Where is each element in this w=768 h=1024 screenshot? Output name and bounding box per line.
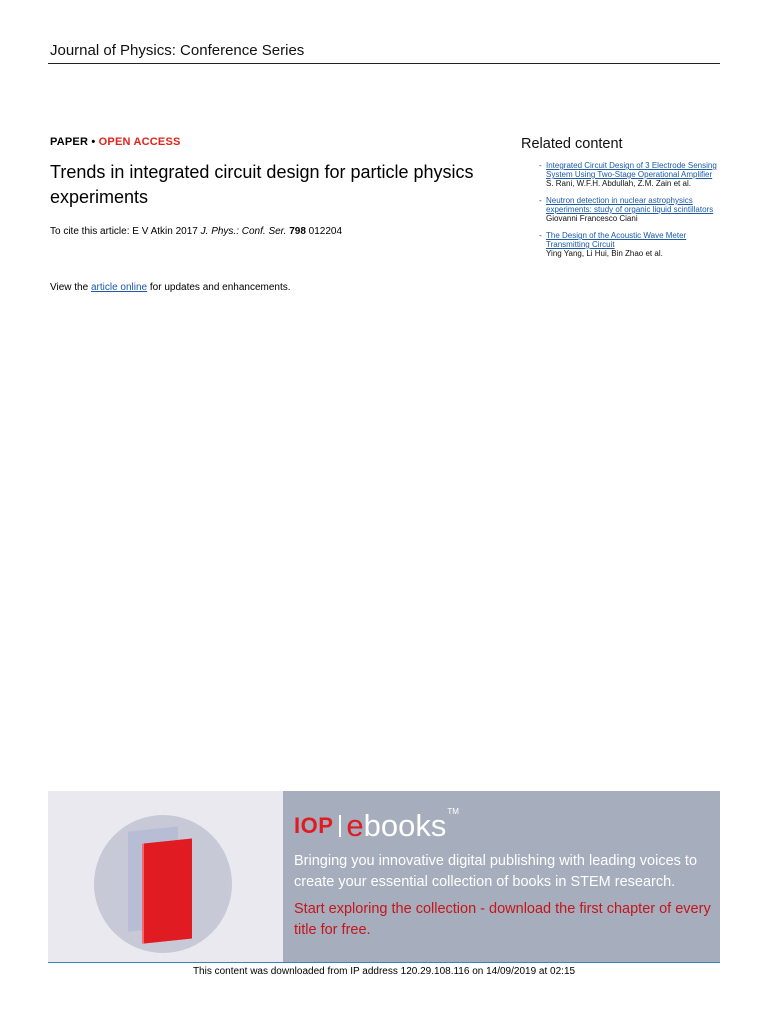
journal-title: Journal of Physics: Conference Series (50, 42, 305, 59)
trademark-mark: TM (447, 807, 459, 816)
iop-logo: IOP (294, 813, 334, 838)
related-item (521, 196, 721, 223)
related-item (521, 231, 721, 258)
related-item (521, 161, 721, 188)
ebooks-logo-books: books (363, 808, 447, 843)
article-title: Trends in integrated circuit design for particle physics experiments (50, 162, 474, 207)
iop-ebooks-logo (294, 803, 459, 843)
download-notice: This content was downloaded from IP address 120.29.108.116 on 14/09/2019 at 02:15 (192, 966, 576, 977)
citation-journal: J. Phys.: Conf. Ser. (200, 226, 287, 237)
related-item-link[interactable]: Neutron detection in nuclear astrophysics experiments: study of organic liquid scintillators (546, 196, 714, 214)
open-access-label: OPEN ACCESS (98, 136, 181, 148)
related-item-authors: Giovanni Francesco Ciani (546, 214, 638, 223)
citation-prefix: To cite this article: E V Atkin 2017 (50, 226, 201, 237)
citation-volume: 798 (289, 226, 306, 237)
banner-call-to-action[interactable]: Start exploring the collection - download the first chapter of every title for free. (294, 901, 711, 938)
list-dash: - (539, 161, 542, 170)
banner-graphic-panel (48, 791, 283, 962)
list-dash: - (539, 196, 542, 205)
paper-type-label: PAPER (50, 136, 89, 148)
view-online-line (50, 282, 291, 293)
book-front-icon (144, 838, 192, 943)
list-dash: - (539, 231, 542, 240)
view-suffix: for updates and enhancements. (147, 282, 291, 293)
footer-divider (48, 962, 720, 963)
article-online-link[interactable]: article online (90, 282, 148, 293)
related-content-panel (521, 136, 721, 266)
view-prefix: View the (50, 282, 91, 293)
paper-type-line (50, 136, 181, 148)
separator-bullet: • (88, 136, 99, 148)
related-item-link[interactable]: Integrated Circuit Design of 3 Electrode Sensing System Using Two-Stage Operational Amplifier (546, 161, 717, 179)
header-divider (48, 63, 720, 64)
ebooks-logo-e: e (346, 808, 364, 843)
related-item-authors: Ying Yang, Li Hui, Bin Zhao et al. (546, 249, 663, 258)
logo-separator (339, 815, 341, 837)
ebooks-logo (346, 809, 446, 843)
related-item-authors: S. Rani, W.F.H. Abdullah, Z.M. Zain et al. (546, 179, 691, 188)
citation-article-number: 012204 (305, 226, 343, 237)
iop-ebooks-banner[interactable] (48, 791, 720, 962)
related-content-heading: Related content (521, 136, 623, 152)
related-item-link[interactable]: The Design of the Acoustic Wave Meter Transmitting Circuit (546, 231, 687, 249)
citation-line (50, 226, 342, 237)
banner-tagline: Bringing you innovative digital publishing with leading voices to create your essential collection of books in STEM research. (294, 853, 698, 890)
